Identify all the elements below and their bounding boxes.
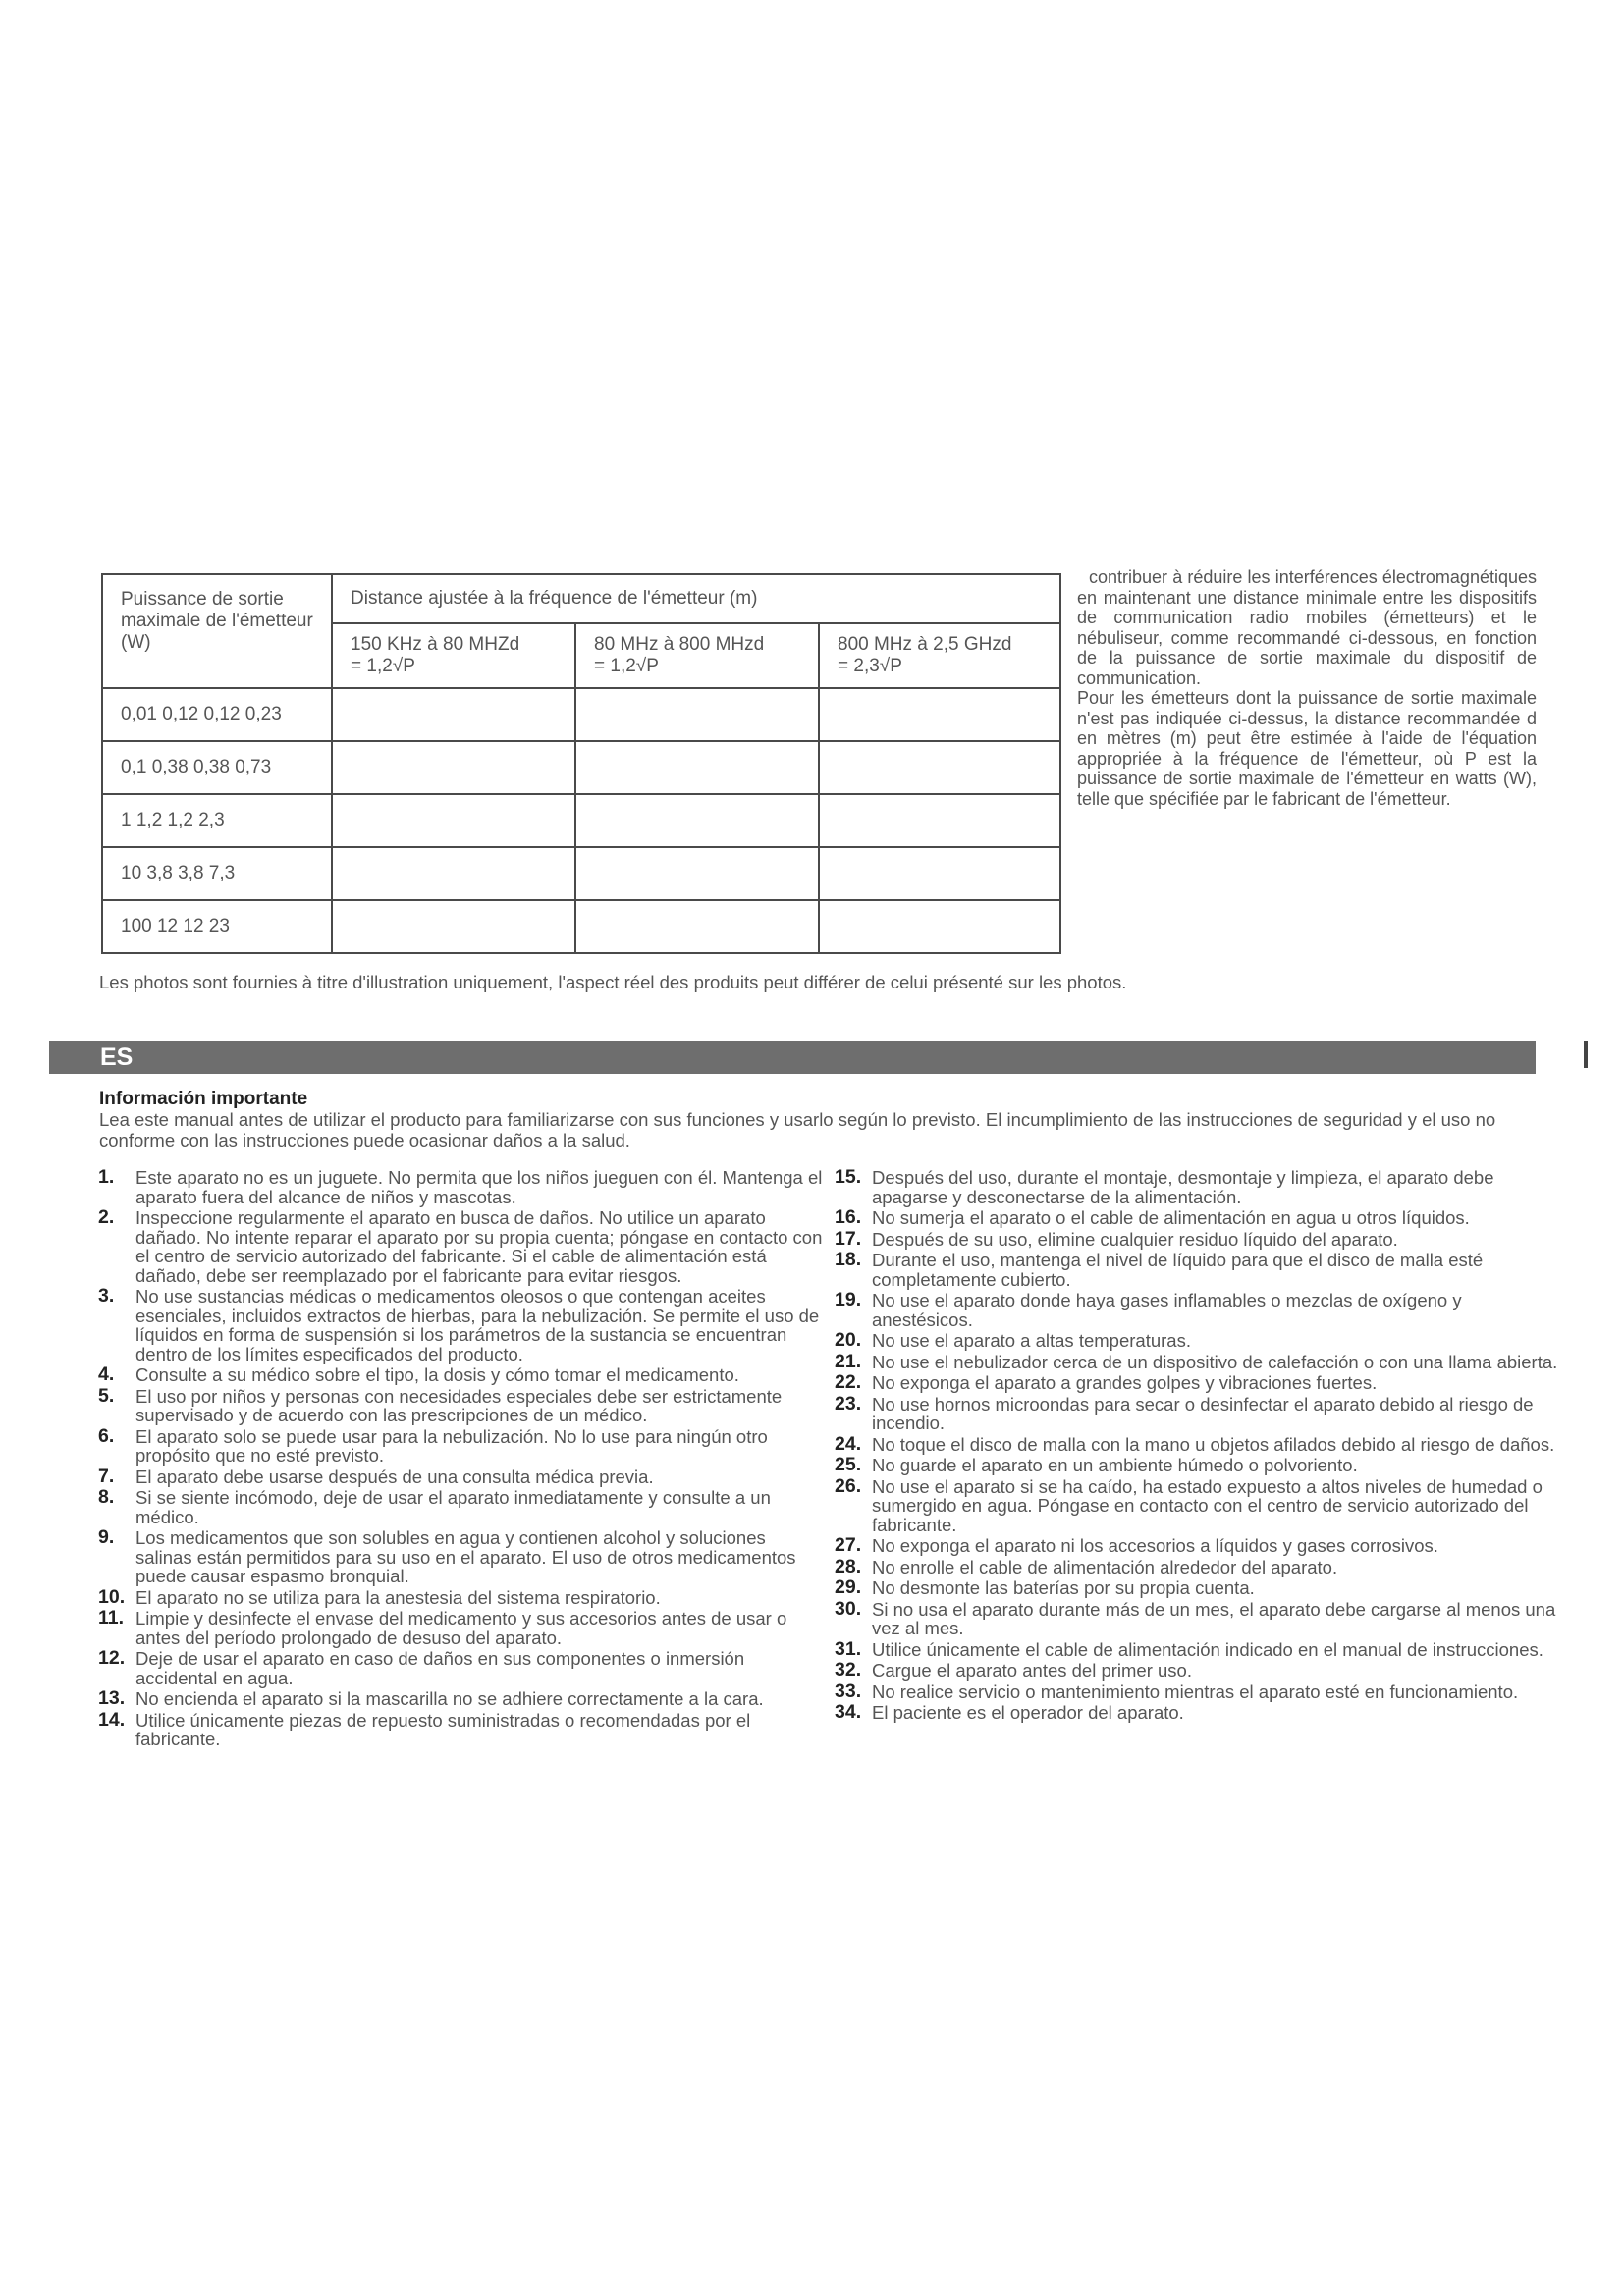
list-item <box>98 1528 827 1586</box>
item-number: 2. <box>98 1206 115 1228</box>
item-number: 15. <box>835 1166 862 1188</box>
item-number: 5. <box>98 1384 115 1407</box>
language-label: ES <box>100 1043 134 1071</box>
list-item <box>835 1555 1561 1577</box>
item-number: 9. <box>98 1526 115 1548</box>
list-item <box>835 1682 1561 1702</box>
item-number: 24. <box>835 1432 862 1455</box>
distance-table <box>101 573 1061 954</box>
list-item <box>835 1703 1561 1723</box>
french-text-block <box>1077 567 1537 809</box>
item-text: No sumerja el aparato o el cable de alimentación en agua u otros líquidos. <box>872 1207 1470 1228</box>
item-text: Si no usa el aparato durante más de un mes, el aparato debe cargarse al menos una vez al mes. <box>872 1598 1556 1638</box>
list-item <box>835 1597 1561 1638</box>
item-number: 11. <box>98 1607 125 1629</box>
item-text: Consulte a su médico sobre el tipo, la dosis y cómo tomar el medicamento. <box>135 1364 739 1385</box>
item-text: Después de su uso, elimine cualquier residuo líquido del aparato. <box>872 1228 1398 1250</box>
item-number: 26. <box>835 1474 862 1497</box>
table-cell: 100 12 12 23 <box>102 900 332 953</box>
item-number: 1. <box>98 1166 115 1188</box>
table-subheader <box>332 623 575 688</box>
item-text: Cargue el aparato antes del primer uso. <box>872 1660 1192 1681</box>
list-item <box>98 1689 827 1709</box>
language-section-bar <box>49 1041 1536 1074</box>
item-text: El aparato solo se puede usar para la nebulización. No lo use para ningún otro propósito que no esté previsto. <box>135 1425 768 1466</box>
table-row <box>102 688 1060 741</box>
item-number: 22. <box>835 1371 862 1393</box>
item-text: Inspeccione regularmente el aparato en busca de daños. No utilice un aparato dañado. No intente reparar el aparato por su propia cuenta; póngase en contacto con el centro de servicio autorizado del fabricante. Si el cable de alimentación está dañado, debe ser reemplazado por el fabricante para evitar riesgos. <box>135 1207 823 1286</box>
item-text: No use el aparato a altas temperaturas. <box>872 1330 1191 1351</box>
item-number: 33. <box>835 1680 862 1702</box>
item-number: 29. <box>835 1576 862 1598</box>
item-text: El aparato no se utiliza para la anestesia del sistema respiratorio. <box>135 1586 661 1608</box>
french-paragraph: contribuer à réduire les interférences électromagnétiques en maintenant une distance minimale entre les dispositifs de communication radio mobiles (émetteurs) et le nébuliseur, comme recommandé ci-dessous, en fonction de la puissance de sortie maximale du dispositif de communication. <box>1077 567 1537 688</box>
item-number: 12. <box>98 1647 126 1669</box>
item-number: 19. <box>835 1289 862 1310</box>
table-cell: 10 3,8 3,8 7,3 <box>102 847 332 900</box>
list-item <box>835 1227 1561 1250</box>
margin-marker <box>1584 1041 1588 1068</box>
table-row <box>102 900 1060 953</box>
table-cell: 0,1 0,38 0,38 0,73 <box>102 741 332 794</box>
item-text: Los medicamentos que son solubles en agua y contienen alcohol y soluciones salinas están permitidos para su uso en el aparato. El uso de otros medicamentos puede causar espasmo bronquial. <box>135 1527 796 1586</box>
item-text: No encienda el aparato si la mascarilla no se adhiere correctamente a la cara. <box>135 1688 764 1709</box>
list-item <box>835 1331 1561 1351</box>
table-row <box>102 741 1060 794</box>
intro-heading: Información importante <box>99 1089 308 1109</box>
list-item <box>98 1585 827 1608</box>
item-text: Durante el uso, mantenga el nivel de líquido para que el disco de malla esté completamente cubierto. <box>872 1250 1484 1290</box>
list-item <box>835 1578 1561 1598</box>
list-item <box>98 1609 827 1647</box>
table-cell: 0,01 0,12 0,12 0,23 <box>102 688 332 741</box>
item-number: 28. <box>835 1555 862 1577</box>
item-text: No guarde el aparato en un ambiente húmedo o polvoriento. <box>872 1455 1358 1475</box>
item-number: 4. <box>98 1363 115 1385</box>
table-header-power: Puissance de sortie maximale de l'émetteur (W) <box>102 574 332 688</box>
subheader-formula: = 1,2√P <box>351 656 415 676</box>
instructions-right-column <box>835 1168 1561 1725</box>
item-number: 14. <box>98 1708 126 1731</box>
list-item <box>835 1536 1561 1556</box>
list-item <box>835 1392 1561 1433</box>
list-item <box>98 1208 827 1285</box>
item-text: El paciente es el operador del aparato. <box>872 1702 1184 1723</box>
item-number: 7. <box>98 1465 115 1487</box>
list-item <box>835 1251 1561 1289</box>
item-number: 18. <box>835 1249 862 1270</box>
item-number: 20. <box>835 1329 862 1351</box>
item-text: No desmonte las baterías por su propia cuenta. <box>872 1577 1255 1598</box>
item-text: No enrolle el cable de alimentación alrededor del aparato. <box>872 1556 1338 1577</box>
list-item <box>835 1432 1561 1455</box>
item-text: Limpie y desinfecte el envase del medicamento y sus accesorios antes de usar o antes del período prolongado de desuso del aparato. <box>135 1608 787 1648</box>
list-item <box>98 1708 827 1749</box>
photo-disclaimer: Les photos sont fournies à titre d'illustration uniquement, l'aspect réel des produits peut différer de celui présenté sur les photos. <box>99 972 1127 992</box>
list-item <box>98 1168 827 1206</box>
list-item <box>98 1384 827 1425</box>
item-text: Después del uso, durante el montaje, desmontaje y limpieza, el aparato debe apagarse y desconectarse de la alimentación. <box>872 1167 1494 1207</box>
item-number: 27. <box>835 1534 862 1556</box>
list-item <box>835 1637 1561 1660</box>
item-text: No use sustancias médicas o medicamentos oleosos o que contengan aceites esenciales, incluidos extractos de hierbas, para la nebulización. Se permite el uso de líquidos en forma de suspensión si los parámetros de la sustancia se encuentran dentro de los límites especificados del producto. <box>135 1286 820 1364</box>
item-text: Deje de usar el aparato en caso de daños en sus componentes o inmersión accidental en agua. <box>135 1648 745 1688</box>
table-header-distance: Distance ajustée à la fréquence de l'émetteur (m) <box>332 574 1060 623</box>
item-text: No exponga el aparato a grandes golpes y vibraciones fuertes. <box>872 1372 1378 1393</box>
item-number: 21. <box>835 1350 862 1372</box>
item-text: El uso por niños y personas con necesidades especiales debe ser estrictamente supervisado y de acuerdo con las prescripciones de un médico. <box>135 1385 783 1425</box>
item-number: 25. <box>835 1454 862 1475</box>
subheader-range: 150 KHz à 80 MHZd <box>351 634 520 655</box>
table-row <box>102 794 1060 847</box>
table-row <box>102 847 1060 900</box>
item-text: Si se siente incómodo, deje de usar el aparato inmediatamente y consulte a un médico. <box>135 1487 771 1527</box>
item-number: 8. <box>98 1486 115 1508</box>
item-text: Este aparato no es un juguete. No permita que los niños jueguen con él. Mantenga el aparato fuera del alcance de niños y mascotas. <box>135 1167 823 1207</box>
item-text: No toque el disco de malla con la mano u objetos afilados debido al riesgo de daños. <box>872 1433 1555 1455</box>
item-text: Utilice únicamente piezas de repuesto suministradas o recomendadas por el fabricante. <box>135 1709 751 1749</box>
list-item <box>98 1465 827 1487</box>
item-number: 31. <box>835 1637 862 1660</box>
item-number: 13. <box>98 1687 126 1709</box>
item-number: 16. <box>835 1206 862 1228</box>
item-text: No exponga el aparato ni los accesorios a líquidos y gases corrosivos. <box>872 1535 1438 1556</box>
item-number: 32. <box>835 1659 862 1681</box>
instructions-left-column <box>98 1168 827 1751</box>
item-number: 34. <box>835 1701 862 1723</box>
item-text: El aparato debe usarse después de una consulta médica previa. <box>135 1466 654 1487</box>
item-text: No use el aparato si se ha caído, ha estado expuesto a altos niveles de humedad o sumergido en agua. Póngase en contacto con el centro de servicio autorizado del fabricante. <box>872 1475 1543 1535</box>
list-item <box>98 1365 827 1385</box>
list-item <box>835 1474 1561 1535</box>
intro-block <box>99 1090 1543 1150</box>
list-item <box>98 1649 827 1687</box>
list-item <box>98 1424 827 1466</box>
item-text: Utilice únicamente el cable de alimentación indicado en el manual de instrucciones. <box>872 1638 1543 1660</box>
subheader-range: 800 MHz à 2,5 GHzd <box>838 634 1012 655</box>
french-paragraph: Pour les émetteurs dont la puissance de sortie maximale n'est pas indiquée ci-dessus, la distance recommandée d en mètres (m) peut être estimée à l'aide de l'équation appropriée à la fréquence de l'émetteur, où P est la puissance de sortie maximale de l'émetteur en watts (W), telle que spécifiée par le fabricant de l'émetteur. <box>1077 688 1537 809</box>
list-item <box>835 1291 1561 1329</box>
list-item <box>835 1168 1561 1206</box>
intro-text: Lea este manual antes de utilizar el producto para familiarizarse con sus funciones y usarlo según lo previsto. El incumplimiento de las instrucciones de seguridad y el uso no conforme con las instrucciones puede ocasionar daños a la salud. <box>99 1109 1496 1150</box>
item-number: 6. <box>98 1424 115 1447</box>
list-item <box>835 1456 1561 1475</box>
list-item <box>98 1488 827 1526</box>
item-number: 17. <box>835 1227 862 1250</box>
subheader-formula: = 2,3√P <box>838 656 902 676</box>
list-item <box>98 1287 827 1363</box>
table-subheader <box>575 623 819 688</box>
list-item <box>835 1208 1561 1228</box>
item-text: No use el nebulizador cerca de un dispositivo de calefacción o con una llama abierta. <box>872 1351 1558 1372</box>
table-cell: 1 1,2 1,2 2,3 <box>102 794 332 847</box>
item-number: 30. <box>835 1597 862 1620</box>
item-text: No use el aparato donde haya gases inflamables o mezclas de oxígeno y anestésicos. <box>872 1290 1462 1330</box>
item-text: No realice servicio o mantenimiento mientras el aparato esté en funcionamiento. <box>872 1681 1519 1702</box>
table-subheader <box>819 623 1060 688</box>
item-number: 23. <box>835 1392 862 1415</box>
subheader-formula: = 1,2√P <box>594 656 659 676</box>
item-number: 3. <box>98 1285 115 1307</box>
subheader-range: 80 MHz à 800 MHzd <box>594 634 765 655</box>
list-item <box>835 1661 1561 1681</box>
list-item <box>835 1373 1561 1393</box>
item-text: No use hornos microondas para secar o desinfectar el aparato debido al riesgo de incendio. <box>872 1393 1534 1433</box>
item-number: 10. <box>98 1585 126 1608</box>
list-item <box>835 1350 1561 1372</box>
